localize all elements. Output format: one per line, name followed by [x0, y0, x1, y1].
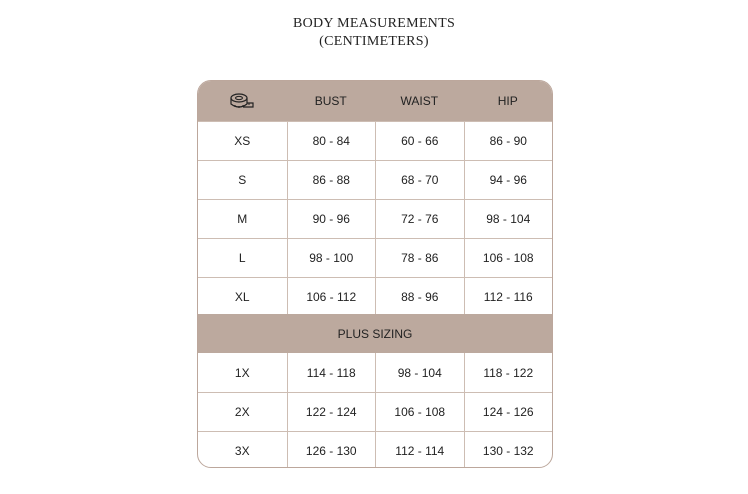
- waist-cell: 88 - 96: [375, 278, 464, 316]
- table-row: [198, 121, 552, 160]
- table-row: [198, 392, 552, 431]
- hip-cell: 118 - 122: [464, 353, 553, 392]
- waist-cell: 60 - 66: [375, 122, 464, 160]
- size-cell: 2X: [234, 405, 250, 419]
- waist-cell: 72 - 76: [375, 200, 464, 238]
- size-cell: S: [238, 173, 247, 187]
- table-header-row: [198, 81, 552, 121]
- table-row: [198, 353, 552, 392]
- size-cell: 1X: [234, 365, 250, 380]
- hip-cell: 86 - 90: [464, 122, 553, 160]
- measuring-tape-icon: [229, 91, 255, 111]
- waist-cell: 112 - 114: [375, 432, 464, 468]
- hip-cell: 124 - 126: [464, 393, 553, 431]
- size-chart-table: [197, 80, 553, 468]
- column-header-hip: HIP: [497, 94, 518, 108]
- waist-cell: 68 - 70: [375, 161, 464, 199]
- table-row: [198, 277, 552, 316]
- bust-cell: 98 - 100: [287, 239, 376, 277]
- bust-cell: 90 - 96: [287, 200, 376, 238]
- waist-cell: 106 - 108: [375, 393, 464, 431]
- hip-cell: 112 - 116: [464, 278, 553, 316]
- table-row: [198, 199, 552, 238]
- table-row: [198, 160, 552, 199]
- bust-cell: 122 - 124: [287, 393, 376, 431]
- page-title: BODY MEASUREMENTS: [292, 16, 456, 31]
- column-header-bust: BUST: [314, 94, 347, 108]
- hip-cell: 94 - 96: [464, 161, 553, 199]
- plus-sizing-band: [198, 314, 552, 353]
- table-row: [198, 238, 552, 277]
- page-subtitle: (CENTIMETERS): [319, 34, 429, 49]
- bust-cell: 106 - 112: [287, 278, 376, 316]
- bust-cell: 86 - 88: [287, 161, 376, 199]
- waist-cell: 98 - 104: [375, 353, 464, 392]
- size-cell: XS: [234, 134, 251, 148]
- size-cell: XL: [234, 290, 250, 304]
- plus-sizing-label: PLUS SIZING: [337, 326, 413, 341]
- column-header-waist: WAIST: [400, 94, 439, 108]
- table-row: [198, 431, 552, 468]
- hip-cell: 106 - 108: [464, 239, 553, 277]
- size-cell: M: [237, 212, 248, 226]
- waist-cell: 78 - 86: [375, 239, 464, 277]
- size-cell: 3X: [234, 444, 250, 458]
- header-icon-cell: [198, 81, 287, 121]
- size-cell: L: [238, 251, 246, 265]
- hip-cell: 98 - 104: [464, 200, 553, 238]
- bust-cell: 80 - 84: [287, 122, 376, 160]
- bust-cell: 126 - 130: [287, 432, 376, 468]
- bust-cell: 114 - 118: [287, 353, 376, 392]
- hip-cell: 130 - 132: [464, 432, 553, 468]
